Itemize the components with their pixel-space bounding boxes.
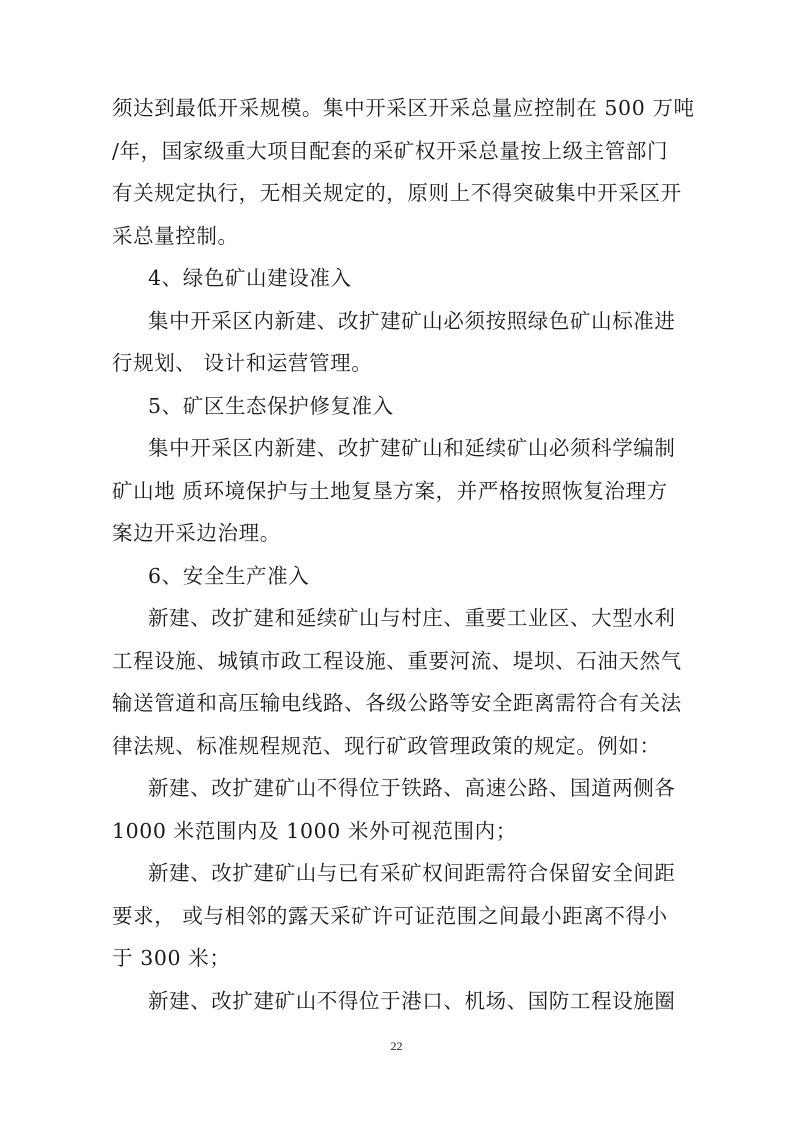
paragraph-line: 于 300 米； (112, 946, 231, 970)
paragraph-line: 新建、改扩建矿山不得位于港口、机场、国防工程设施圈 (148, 988, 676, 1013)
page-number: 22 (390, 1039, 403, 1053)
paragraph-line: 集中开采区内新建、改扩建矿山和延续矿山必须科学编制 (148, 436, 676, 460)
paragraph-line: 新建、改扩建和延续矿山与村庄、重要工业区、大型水利 (148, 606, 676, 630)
paragraph-line: 1000 米范围内及 1000 米外可视范围内； (112, 818, 517, 843)
paragraph-line: 采总量控制。 (112, 223, 239, 248)
section-heading: 4、绿色矿山建设准入 (148, 266, 352, 290)
paragraph-line: 律法规、标准规程规范、现行矿政管理政策的规定。例如： (112, 733, 661, 758)
paragraph-line: 输送管道和高压输电线路、各级公路等安全距离需符合有关法 (112, 691, 682, 715)
paragraph-line: 有关规定执行，无相关规定的，原则上不得突破集中开采区开 (112, 181, 682, 205)
paragraph-line: 工程设施、城镇市政工程设施、重要河流、堤坝、石油天然气 (112, 648, 682, 673)
paragraph-line: 新建、改扩建矿山与已有采矿权间距需符合保留安全间距 (148, 861, 676, 885)
paragraph-line: 矿山地 质环境保护与土地复垦方案，并严格按照恢复治理方 (112, 478, 668, 503)
paragraph-line: 行规划、 设计和运营管理。 (112, 351, 373, 375)
section-heading: 5、矿区生态保护修复准入 (148, 393, 394, 418)
paragraph-line: 集中开采区内新建、改扩建矿山必须按照绿色矿山标准进 (148, 308, 676, 333)
paragraph-line: 要求， 或与相邻的露天采矿许可证范围之间最小距离不得小 (112, 903, 668, 928)
paragraph-line: 案边开采边治理。 (112, 521, 281, 545)
paragraph-line: 新建、改扩建矿山不得位于铁路、高速公路、国道两侧各 (148, 776, 676, 800)
section-heading: 6、安全生产准入 (148, 563, 310, 588)
paragraph-line: /年，国家级重大项目配套的采矿权开采总量按上级主管部门 (112, 138, 669, 163)
paragraph-line: 须达到最低开采规模。集中开采区开采总量应控制在 500 万吨 (112, 96, 695, 120)
